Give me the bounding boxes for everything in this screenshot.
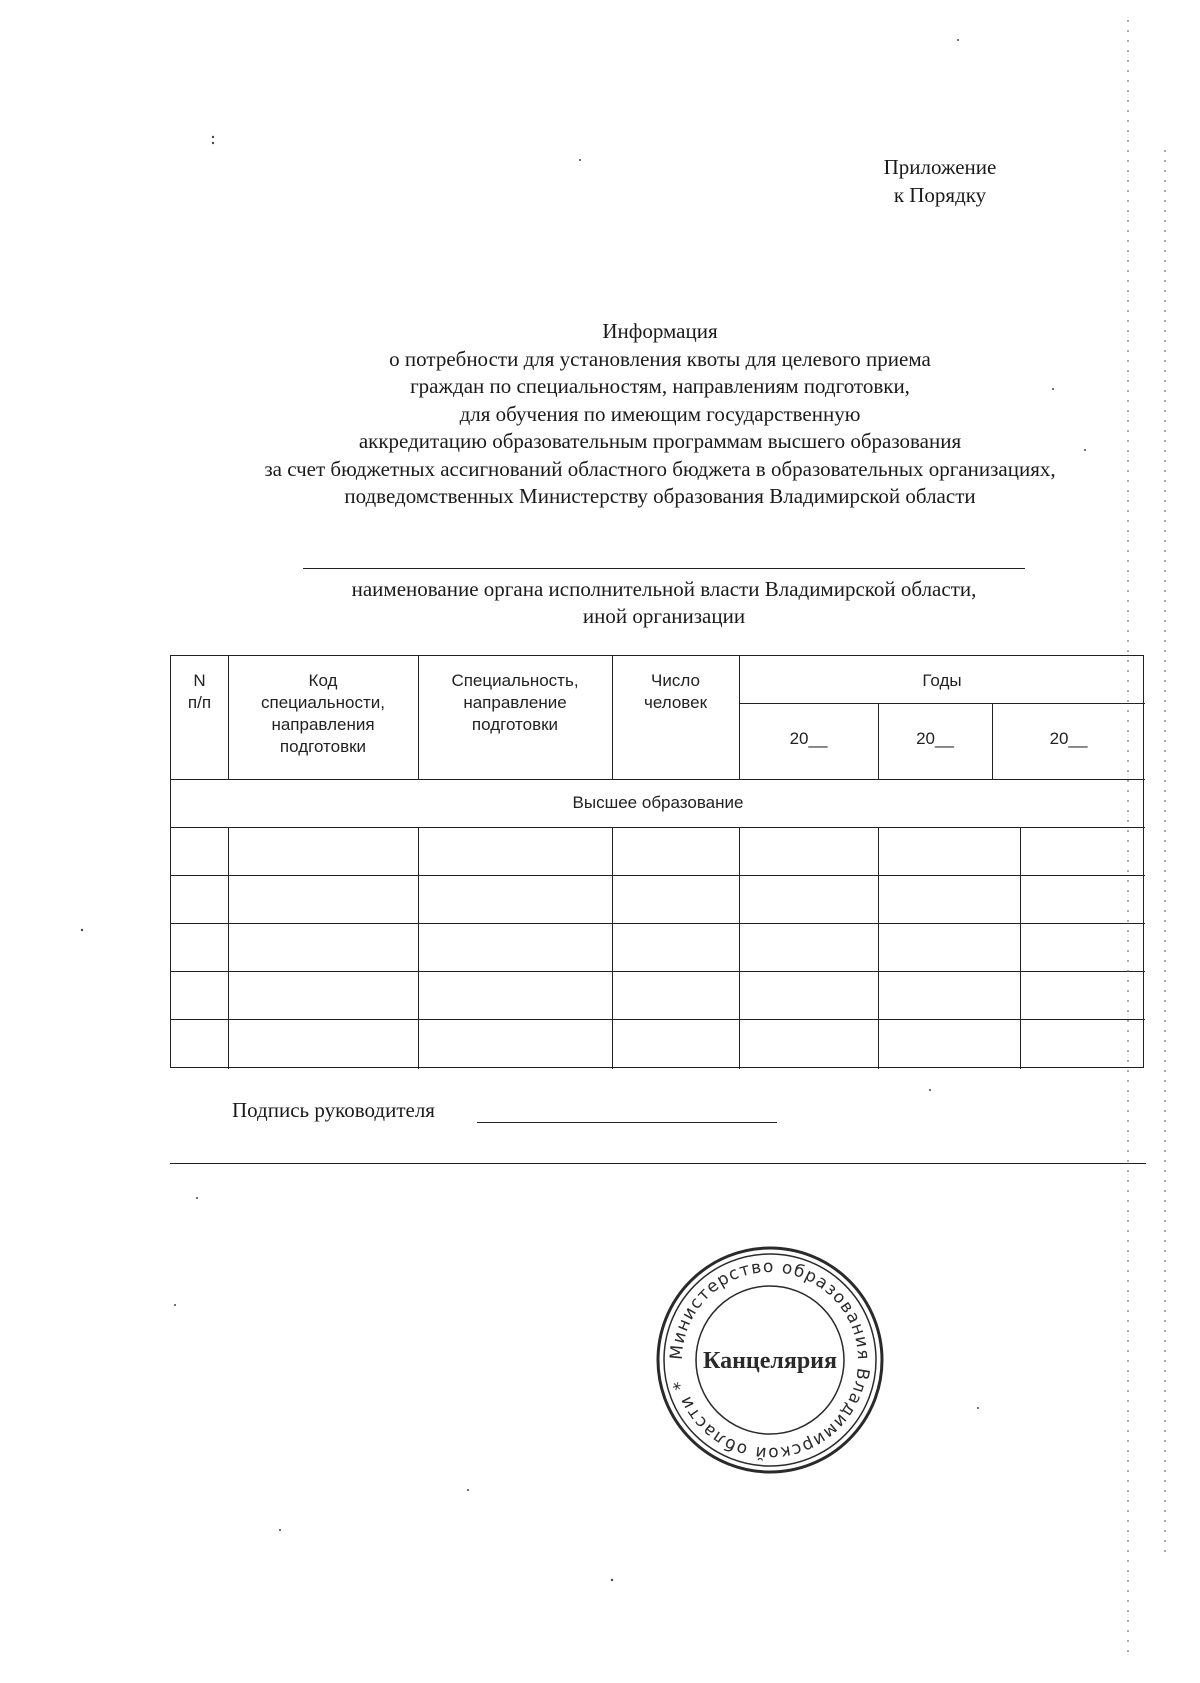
table-row[interactable]: [171, 971, 1145, 1019]
header-specialty: [418, 670, 612, 736]
official-stamp: [650, 1240, 890, 1480]
stamp-ring-text: Министерство образования Владимирской области *: [666, 1256, 874, 1464]
header-specialty-line-3: подготовки: [471, 715, 559, 734]
header-count: [612, 670, 739, 714]
title-line-2: граждан по специальностям, направлениям подготовки,: [410, 374, 910, 398]
table-row[interactable]: [171, 923, 1145, 971]
organization-caption: [260, 576, 1068, 630]
bottom-divider: [170, 1163, 1146, 1164]
organization-caption-line-2: иной организации: [582, 604, 746, 628]
organization-name-line[interactable]: [303, 568, 1025, 569]
header-number-line-1: N: [193, 671, 206, 690]
table-divider: [171, 779, 1145, 780]
header-code: [228, 670, 418, 758]
header-specialty-line-1: Специальность,: [451, 671, 579, 690]
header-code-line-4: подготовки: [279, 737, 367, 756]
quota-table: [170, 655, 1144, 1068]
table-row[interactable]: [171, 875, 1145, 923]
title-line-3: для обучения по имеющим государственную: [459, 401, 861, 426]
header-number: [171, 670, 228, 714]
title-line-5: за счет бюджетных ассигнований областного бюджета в образовательных организациях,: [264, 456, 1056, 481]
header-code-line-3: направления: [271, 715, 375, 734]
header-count-line-1: Число: [651, 671, 700, 690]
header-year-1: 20__: [789, 729, 828, 748]
stamp-center-text: Канцелярия: [702, 1348, 838, 1374]
signature-line[interactable]: [477, 1122, 777, 1123]
document-title: [150, 318, 1170, 511]
header-year-3: 20__: [1049, 729, 1088, 748]
signature-label: Подпись руководителя: [232, 1098, 435, 1122]
appendix-line-2: к Порядку: [893, 183, 987, 207]
header-number-line-2: п/п: [187, 693, 212, 712]
header-years: Годы: [922, 671, 962, 690]
section-higher-education: Высшее образование: [572, 793, 744, 812]
organization-caption-line-1: наименование органа исполнительной власти Владимирской области,: [351, 577, 977, 601]
header-code-line-2: специальности,: [261, 693, 385, 712]
title-line-1: о потребности для установления квоты для целевого приема: [389, 346, 931, 371]
header-year-2: 20__: [916, 729, 954, 748]
title-line-6: подведомственных Министерству образования Владимирской области: [344, 484, 976, 508]
table-row[interactable]: [171, 827, 1145, 875]
table-divider: [739, 703, 1145, 704]
title-line-4: аккредитацию образовательным программам высшего образования: [358, 429, 962, 453]
title-heading: Информация: [602, 319, 718, 343]
appendix-note: [860, 153, 1020, 209]
header-specialty-line-2: направление: [463, 693, 567, 712]
header-code-line-1: Код: [308, 671, 338, 690]
header-count-line-2: человек: [643, 693, 708, 712]
appendix-line-1: Приложение: [883, 155, 997, 179]
table-row[interactable]: [171, 1019, 1145, 1069]
